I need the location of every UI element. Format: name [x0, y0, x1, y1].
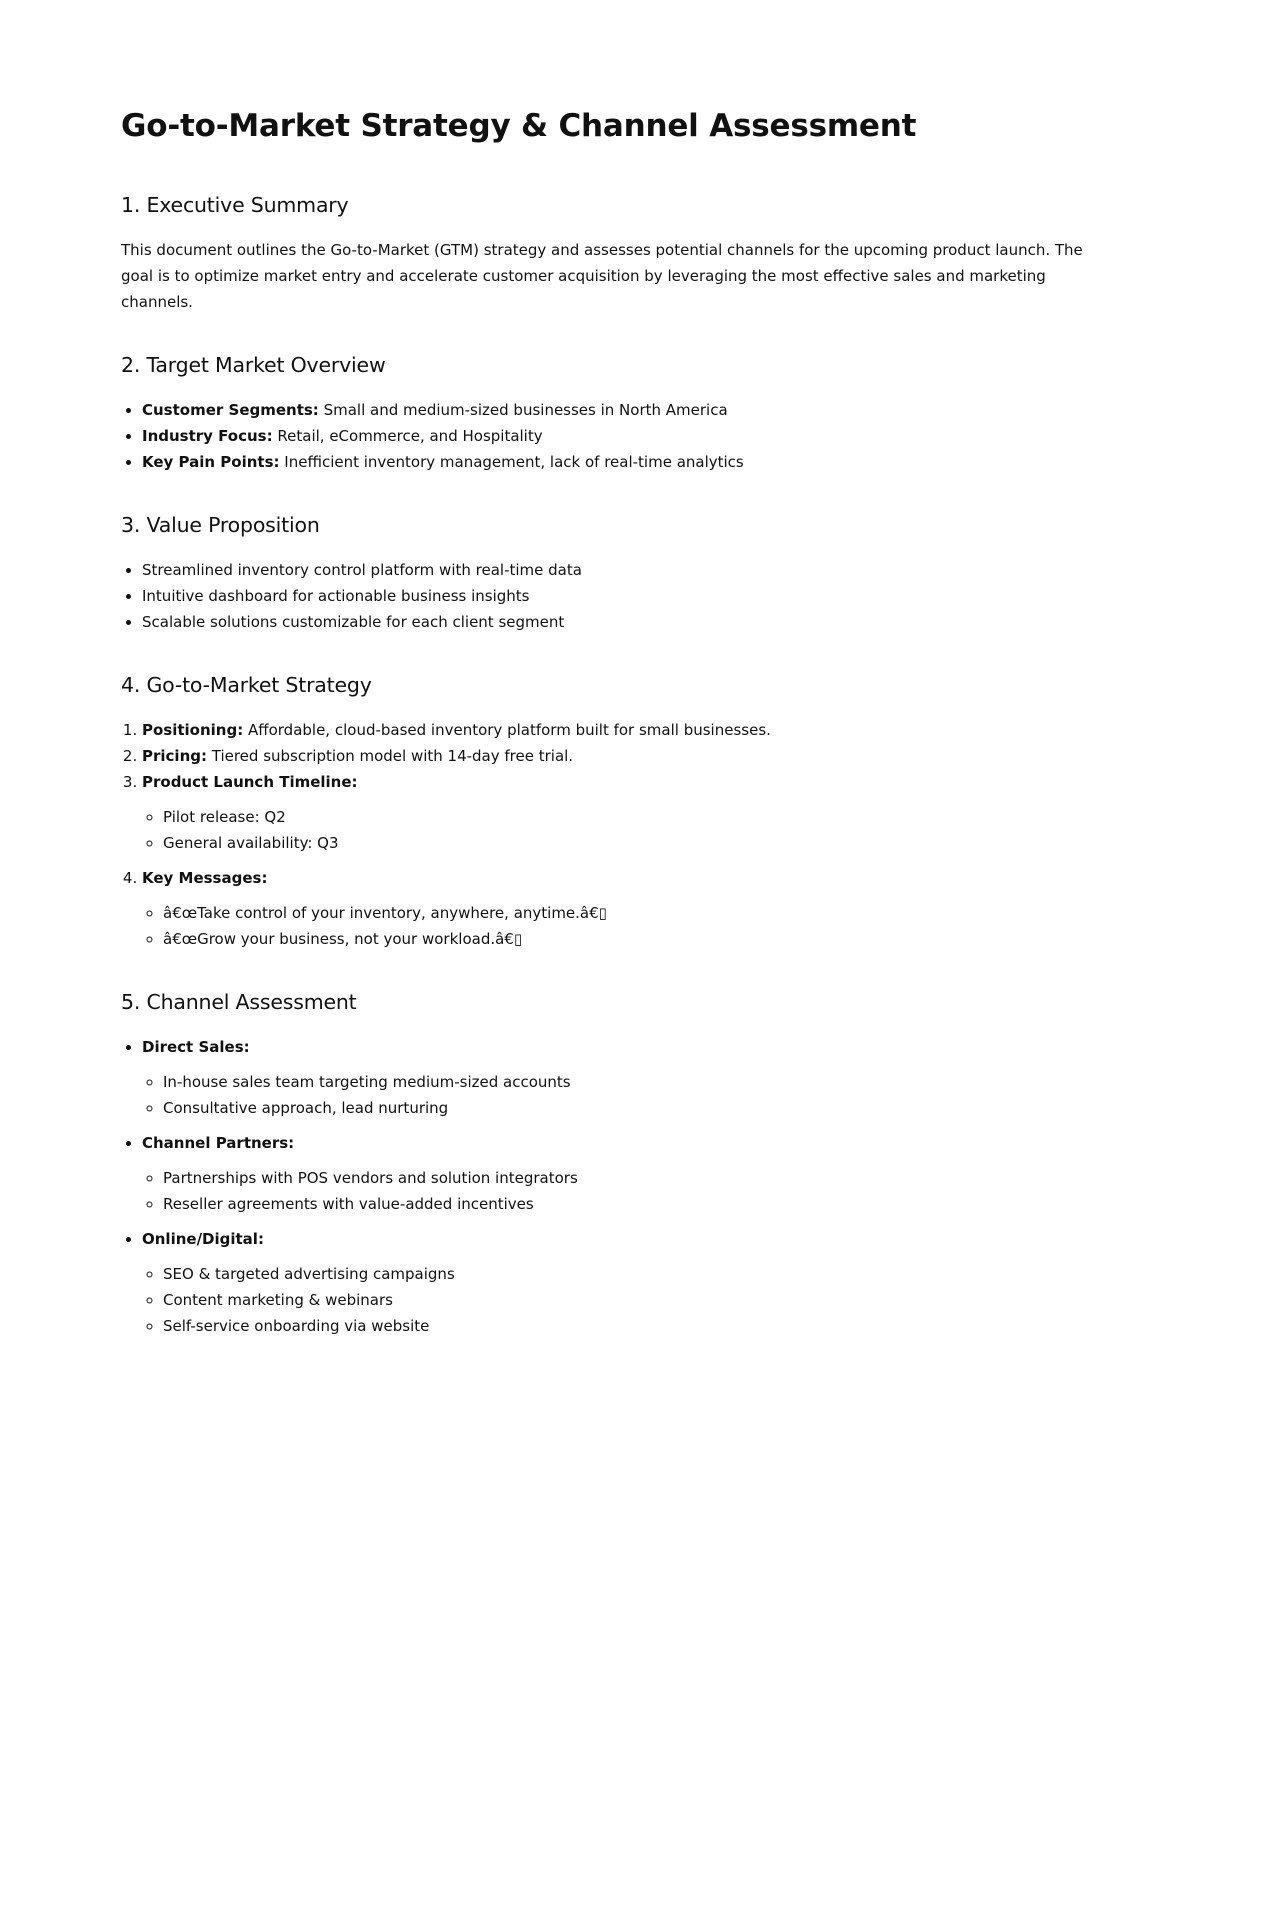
item-label: Positioning: [142, 721, 244, 739]
item-text: Inefficient inventory management, lack of real-time analytics [279, 453, 744, 471]
sub-list-item: ◦ Partnerships with POS vendors and solution integrators [163, 1165, 1121, 1191]
item-label: Product Launch Timeline: [142, 773, 358, 791]
item-label: Pricing: [142, 747, 207, 765]
sub-list-item: ◦ â€œGrow your business, not your workload.â€▯ [163, 926, 1121, 952]
sub-list-item: ◦ Content marketing & webinars [163, 1287, 1121, 1313]
gtm-strategy-list [121, 717, 1121, 952]
list-item [142, 865, 1121, 952]
direct-sales-sublist [142, 1069, 1121, 1121]
list-item [142, 1226, 1121, 1339]
channel-assessment-list [121, 1034, 1121, 1339]
item-text: Small and medium-sized businesses in North America [318, 401, 728, 419]
list-item [142, 1130, 1121, 1217]
value-proposition-list [121, 557, 1121, 635]
list-item [142, 769, 1121, 856]
item-label: Channel Partners: [142, 1134, 295, 1152]
list-item [142, 717, 1121, 743]
sub-list-item: ◦ General availability: Q3 [163, 830, 1121, 856]
section-heading-value-proposition: 3. Value Proposition [121, 513, 320, 537]
section-heading-gtm-strategy: 4. Go-to-Market Strategy [121, 673, 372, 697]
sub-list-item: ◦ Self-service onboarding via website [163, 1313, 1121, 1339]
list-item [142, 1034, 1121, 1121]
item-label: Key Messages: [142, 869, 268, 887]
item-text: Tiered subscription model with 14-day free trial. [206, 747, 574, 765]
executive-summary-paragraph: This document outlines the Go-to-Market (GTM) strategy and assesses potential channels for the upcoming product launch. The goal is to optimize market entry and accelerate customer acquisition by leveraging the most effective sales and marketing channels. [121, 241, 1083, 311]
list-item [142, 743, 1121, 769]
page-title: Go-to-Market Strategy & Channel Assessment [121, 108, 917, 144]
list-item [142, 449, 1121, 475]
channel-partners-sublist [142, 1165, 1121, 1217]
section-heading-executive-summary: 1. Executive Summary [121, 193, 349, 217]
item-label: Key Pain Points: [142, 453, 280, 471]
item-label: Direct Sales: [142, 1038, 250, 1056]
section-heading-target-market: 2. Target Market Overview [121, 353, 386, 377]
list-item: • Scalable solutions customizable for each client segment [142, 609, 1121, 635]
online-digital-sublist [142, 1261, 1121, 1339]
item-label: Online/Digital: [142, 1230, 264, 1248]
list-item: • Intuitive dashboard for actionable business insights [142, 583, 1121, 609]
section-heading-channel-assessment: 5. Channel Assessment [121, 990, 357, 1014]
sub-list-item: ◦ In-house sales team targeting medium-sized accounts [163, 1069, 1121, 1095]
list-item: • Streamlined inventory control platform with real-time data [142, 557, 1121, 583]
target-market-list [121, 397, 1121, 475]
list-item [142, 397, 1121, 423]
item-text: Affordable, cloud-based inventory platform built for small businesses. [243, 721, 771, 739]
key-messages-sublist [142, 900, 1121, 952]
launch-timeline-sublist [142, 804, 1121, 856]
item-label: Industry Focus: [142, 427, 273, 445]
sub-list-item: ◦ Pilot release: Q2 [163, 804, 1121, 830]
item-label: Customer Segments: [142, 401, 319, 419]
item-text: Retail, eCommerce, and Hospitality [272, 427, 543, 445]
list-item [142, 423, 1121, 449]
sub-list-item: ◦ Reseller agreements with value-added incentives [163, 1191, 1121, 1217]
sub-list-item: ◦ SEO & targeted advertising campaigns [163, 1261, 1121, 1287]
sub-list-item: ◦ â€œTake control of your inventory, anywhere, anytime.â€▯ [163, 900, 1121, 926]
sub-list-item: ◦ Consultative approach, lead nurturing [163, 1095, 1121, 1121]
